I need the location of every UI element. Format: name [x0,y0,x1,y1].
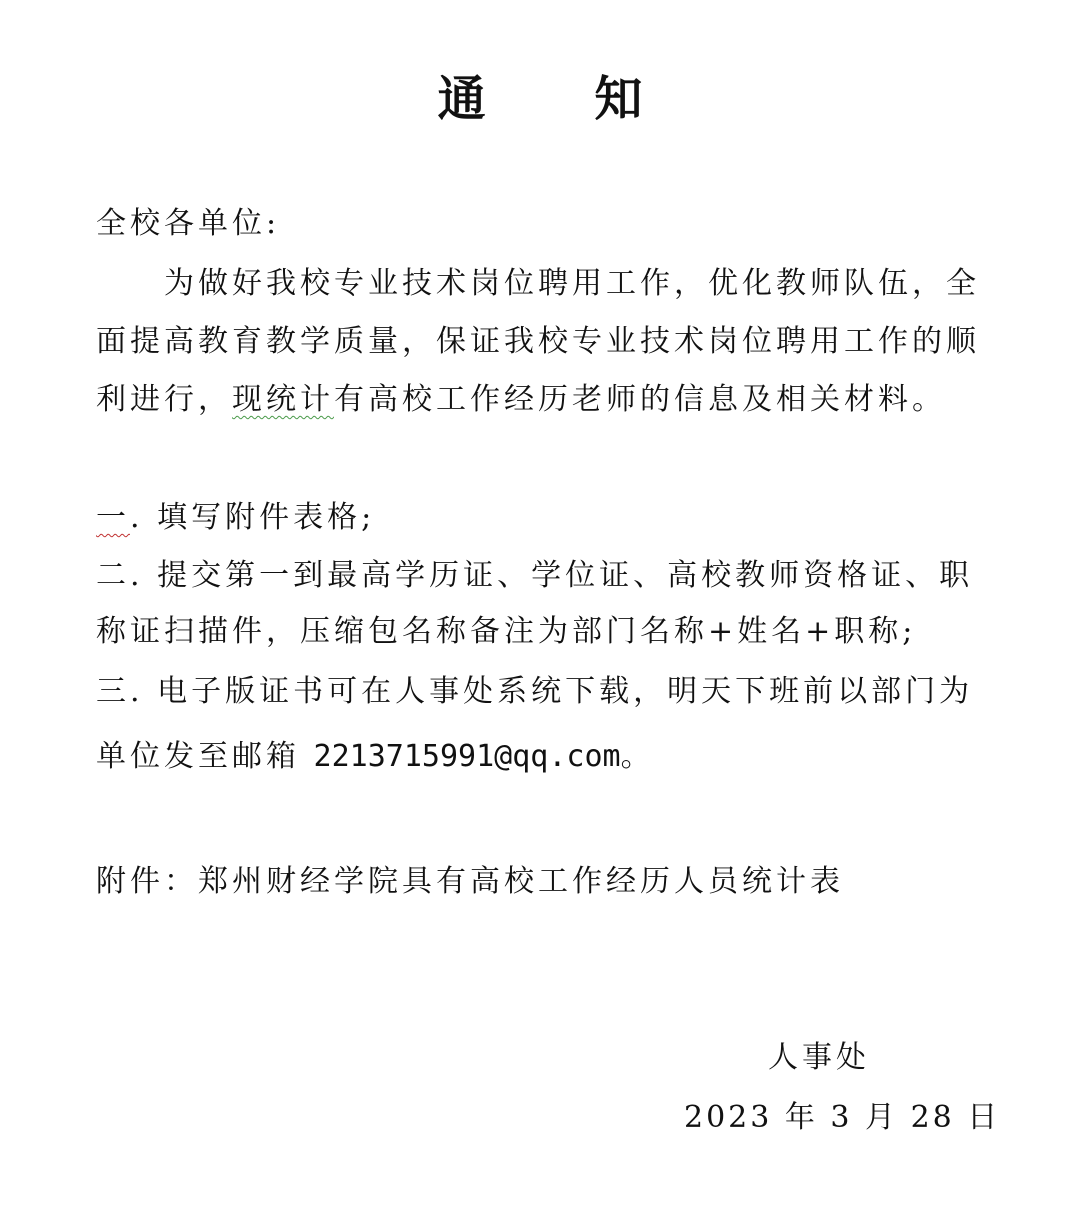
list-item-1-text: . 填写附件表格; [130,500,376,535]
signature-department: 人事处 [768,1040,870,1075]
list-item-3-line-2 [96,737,655,777]
signature-date: 2023 年 3 月 28 日 [684,1100,1001,1135]
notice-title: 通 知 [437,71,689,127]
list-item-2-line-1: 二. 提交第一到最高学历证、学位证、高校教师资格证、职 [96,558,974,593]
body-line-3 [96,380,946,420]
list-item-1-number: 一 [96,500,130,535]
attachment-line: 附件：郑州财经学院具有高校工作经历人员统计表 [96,864,844,899]
email-address: 2213715991@qq.com [313,739,621,774]
salutation: 全校各单位: [96,206,281,241]
body-line-2: 面提高教育教学质量，保证我校专业技术岗位聘用工作的顺 [96,324,980,359]
list-item-3-pre: 单位发至邮箱 [96,739,314,774]
list-item-3-post: 。 [620,739,655,774]
body-line-3-marked: 现统计 [232,382,334,417]
body-line-3-post: 有高校工作经历老师的信息及相关材料。 [334,382,946,417]
body-line-3-pre: 利进行， [96,382,232,417]
list-item-2-line-2: 称证扫描件，压缩包名称备注为部门名称+姓名+职称; [96,614,917,649]
list-item-1 [96,498,375,538]
body-line-1: 为做好我校专业技术岗位聘用工作，优化教师队伍，全 [164,266,980,301]
list-item-3-line-1: 三. 电子版证书可在人事处系统下载，明天下班前以部门为 [96,674,974,709]
